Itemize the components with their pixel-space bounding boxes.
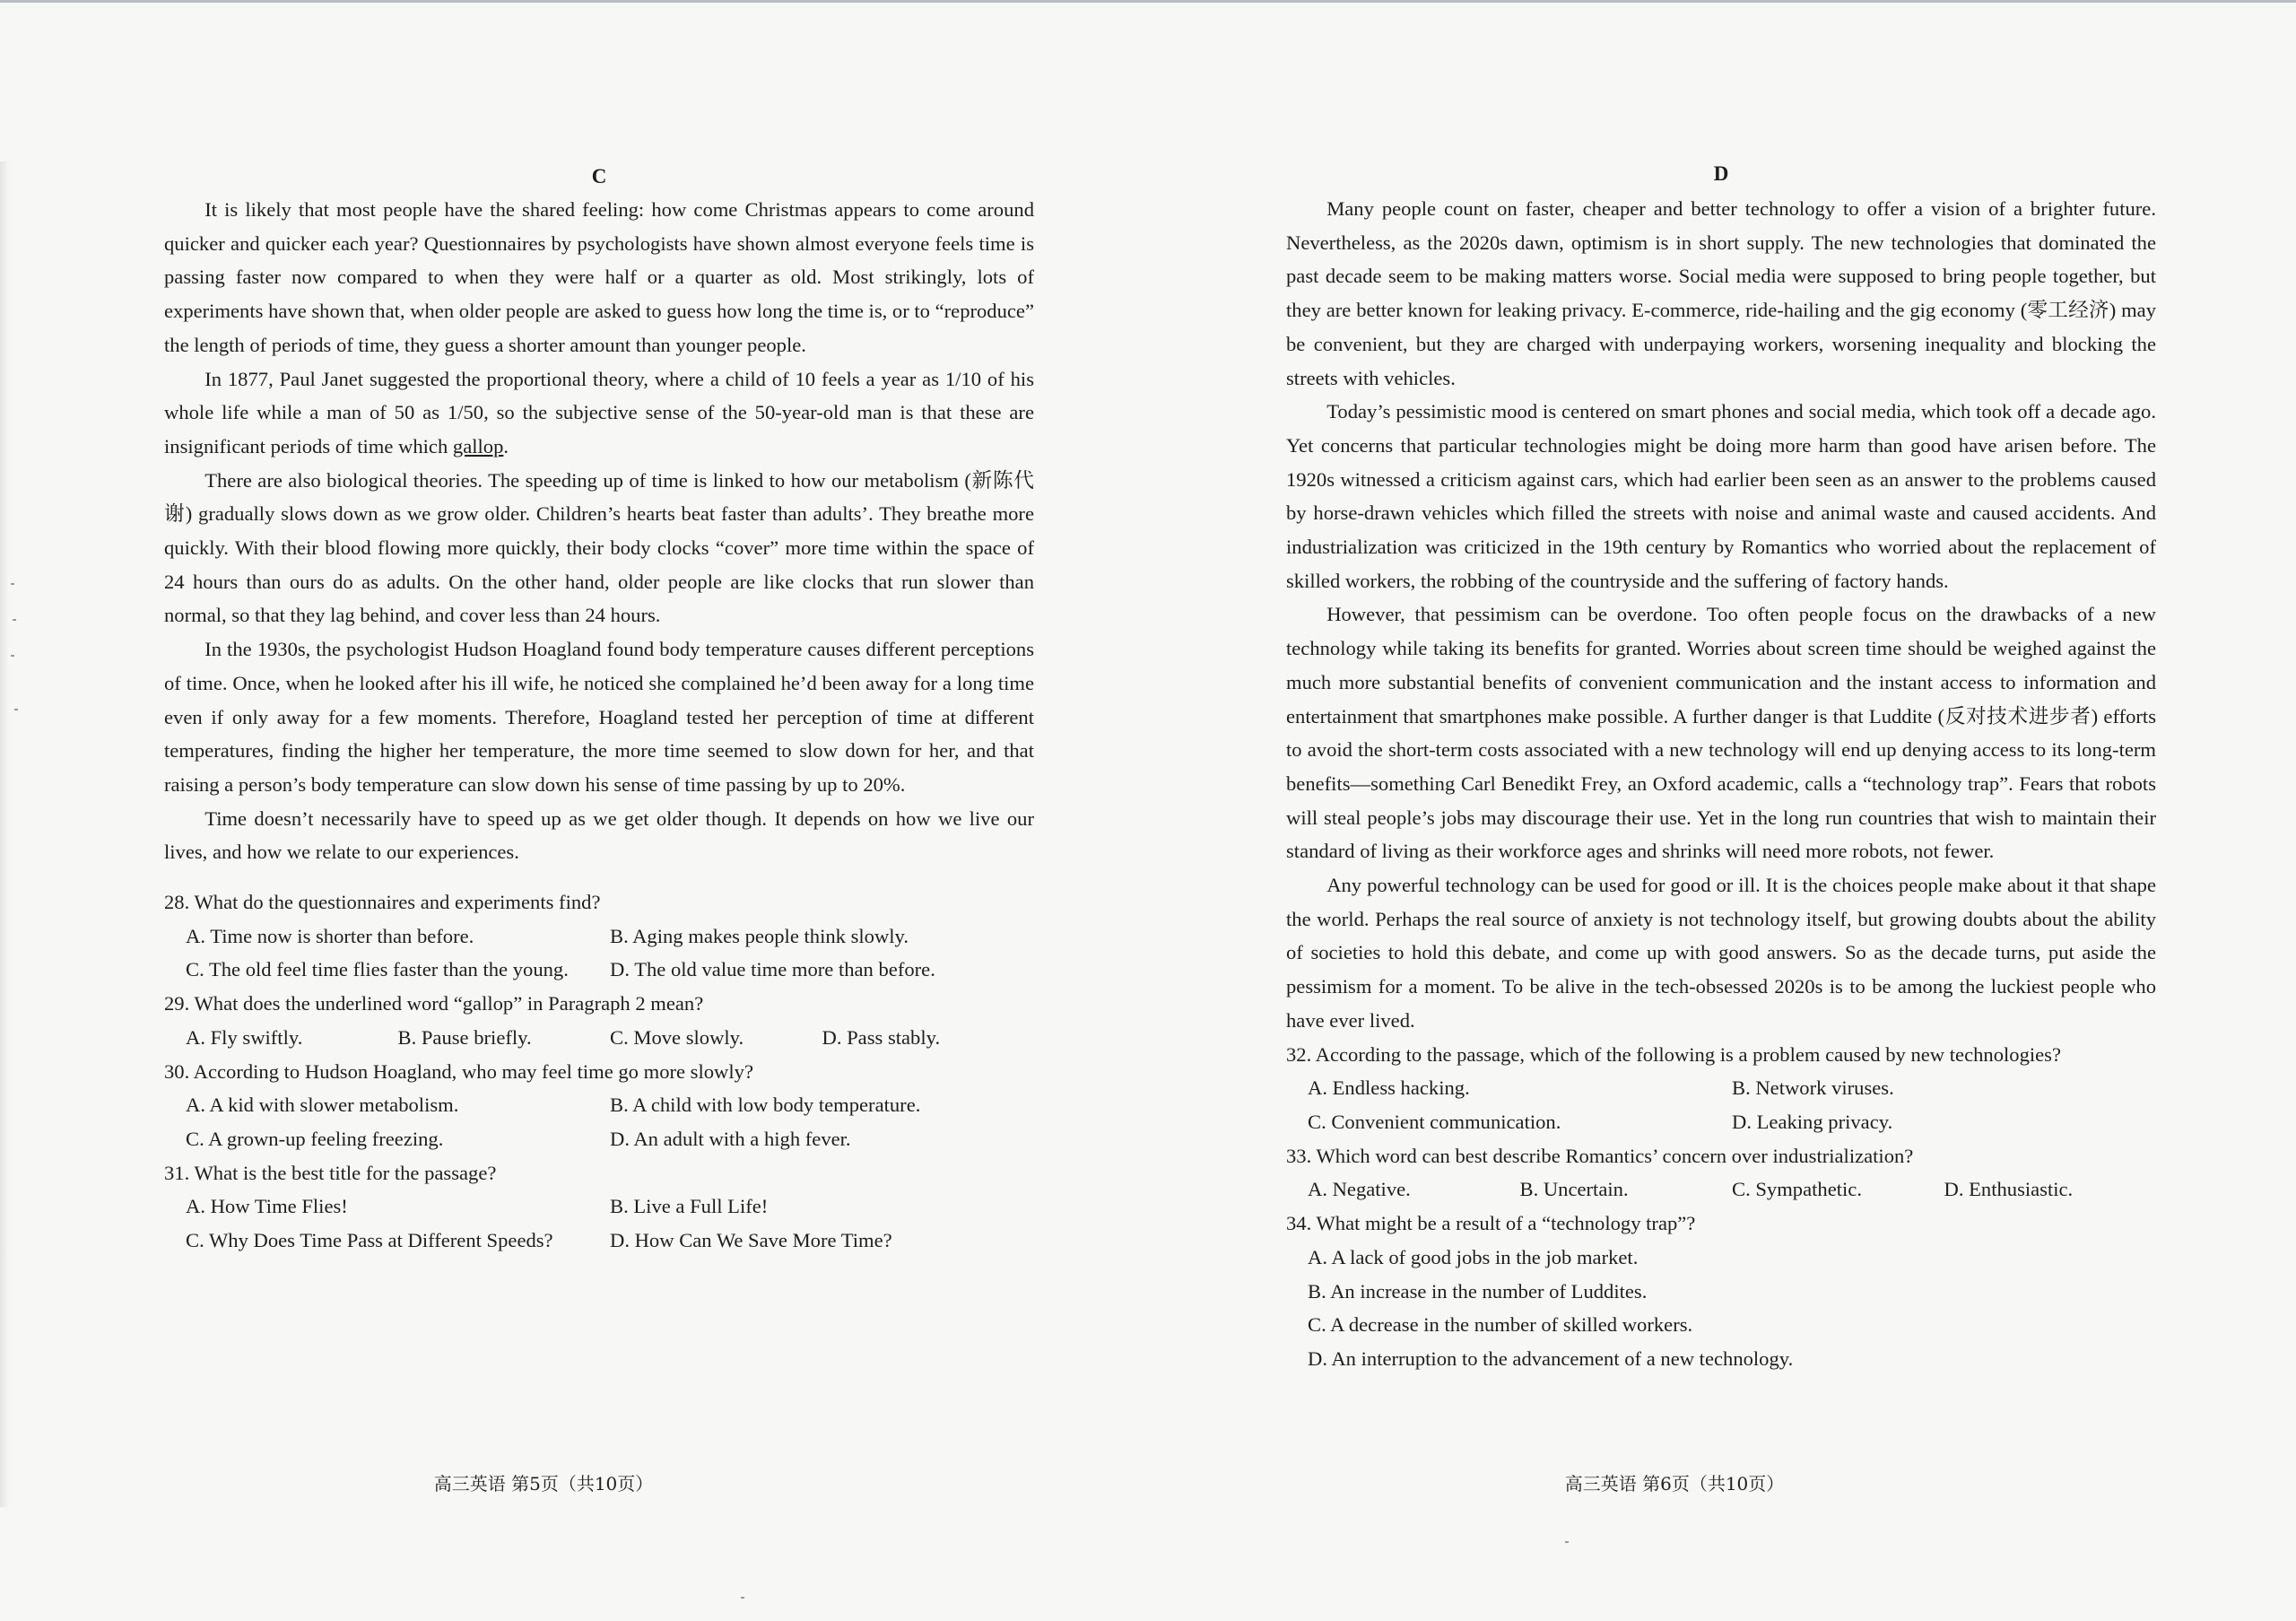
answer-option: B. Pause briefly. [397, 1025, 532, 1049]
answer-option: B. Live a Full Life! [610, 1195, 769, 1218]
answer-option: C. The old feel time flies faster than the young. [186, 958, 569, 981]
option-row [164, 919, 1034, 954]
option-row [164, 1122, 1034, 1156]
answer-option: C. A decrease in the number of skilled workers. [1308, 1313, 1693, 1337]
answer-option: D. Pass stably. [822, 1025, 941, 1049]
section-c-heading: C [591, 165, 607, 187]
page-5-column [164, 160, 1034, 1258]
underlined-word-gallop: gallop [452, 434, 504, 458]
scan-speck [14, 709, 18, 710]
question-stem: 28. What do the questionnaires and experiments find? [164, 891, 601, 914]
passage-d-paragraph-1: Many people count on faster, cheaper and better technology to offer a vision of a brighter future. Nevertheless, as the 2020s dawn, optimism is in short supply. The new technologies that dominated the past decade seem to be making matters worse. Social media were supposed to bring people together, but they are better known for leaking privacy. E-commerce, ride-hailing and the gig economy (零工经济) may be convenient, but they are charged with underpaying workers, worsening inequality and blocking the streets with vehicles. [1286, 197, 2156, 389]
answer-option: A. Endless hacking. [1308, 1076, 1470, 1100]
option-row [164, 1088, 1034, 1122]
question-stem: 31. What is the best title for the passage? [164, 1161, 497, 1184]
option-row [1286, 1172, 2156, 1207]
answer-option: C. Why Does Time Pass at Different Speeds? [186, 1229, 553, 1252]
answer-option: A. A lack of good jobs in the job market. [1308, 1245, 1639, 1268]
scan-speck [13, 619, 16, 621]
passage-d-paragraph-2: Today’s pessimistic mood is centered on smart phones and social media, which took off a decade ago. Yet concerns that particular technologies might be doing more harm than good have arisen before. The 1920s witnessed a criticism against cars, which had earlier been seen as an answer to the problems caused by horse-drawn vehicles which filled the streets with noise and animal waste and caused accidents. And industrialization was criticized in the 19th century by Romantics who worried about the replacement of skilled workers, the robbing of the countryside and the suffering of factory hands. [1286, 400, 2156, 592]
answer-option: B. An increase in the number of Luddites. [1308, 1279, 1648, 1303]
answer-option: C. Move slowly. [610, 1025, 744, 1049]
answer-option: A. Time now is shorter than before. [186, 924, 474, 947]
option-row [1286, 1071, 2156, 1105]
answer-option: B. Uncertain. [1519, 1178, 1629, 1201]
answer-option: D. An interruption to the advancement of a new technology. [1308, 1346, 1794, 1370]
questions-28-31 [164, 885, 1034, 1258]
answer-option: D. An adult with a high fever. [610, 1127, 851, 1150]
answer-option: B. A child with low body temperature. [610, 1094, 921, 1117]
scan-edge [0, 0, 2296, 3]
answer-option: C. Sympathetic. [1732, 1178, 1862, 1201]
answer-option: A. Negative. [1308, 1178, 1411, 1201]
questions-32-34 [1286, 1038, 2156, 1376]
option-row [164, 1224, 1034, 1258]
passage-d-paragraph-4: Any powerful technology can be used for good or ill. It is the choices people make about it that shape the world. Perhaps the real source of anxiety is not technology itself, but growing doubts about the ability of societies to hold this debate, and come up with good answers. So as the decade turns, put aside the pessimism for a moment. To be alive in the tech-obsessed 2020s is to be among the luckiest people who have ever lived. [1286, 874, 2156, 1032]
question-stem: 34. What might be a result of a “technology trap”? [1286, 1212, 1696, 1235]
option-row [1286, 1105, 2156, 1139]
scan-shadow [0, 161, 9, 1507]
scan-speck [11, 655, 14, 657]
answer-option: D. The old value time more than before. [610, 958, 935, 981]
passage-c-paragraph-2: In 1877, Paul Janet suggested the proportional theory, where a child of 10 feels a year as 1/10 of his whole life while a man of 50 as 1/50, so the subjective sense of the 50-year-old man is that these are insignificant periods of time which gallop. [164, 367, 1034, 458]
page-5-footer: 高三英语 第5页（共10页） [433, 1473, 654, 1495]
answer-option: C. A grown-up feeling freezing. [186, 1127, 444, 1150]
question-stem: 33. Which word can best describe Romantics’ concern over industrialization? [1286, 1144, 1914, 1167]
page-6-column [1286, 160, 2156, 1376]
answer-option: B. Aging makes people think slowly. [610, 924, 909, 947]
question-stem: 32. According to the passage, which of the following is a problem caused by new technologies? [1286, 1042, 2061, 1066]
passage-c-paragraph-4: In the 1930s, the psychologist Hudson Hoagland found body temperature causes different perceptions of time. Once, when he looked after his ill wife, he noticed she complained he’d been away for a long time even if only away for a few moments. Therefore, Hoagland tested her perception of time at different temperatures, finding the higher her temperature, the more time seemed to slow down for her, and that raising a person’s body temperature can slow down his sense of time passing by up to 20%. [164, 638, 1034, 796]
answer-option: C. Convenient communication. [1308, 1110, 1561, 1133]
question-stem: 30. According to Hudson Hoagland, who may feel time go more slowly? [164, 1059, 753, 1083]
scan-speck [1565, 1541, 1569, 1543]
option-row [164, 953, 1034, 987]
section-d-heading: D [1713, 162, 1729, 185]
option-row [1286, 1308, 2156, 1342]
question-stem: 29. What does the underlined word “gallop” in Paragraph 2 mean? [164, 992, 704, 1015]
answer-option: A. How Time Flies! [186, 1195, 348, 1218]
option-row [164, 1021, 1034, 1055]
passage-c-paragraph-3: There are also biological theories. The speeding up of time is linked to how our metabolism (新陈代谢) gradually slows down as we grow older. Children’s hearts beat faster than adults’. They breathe more quickly. With their blood flowing more quickly, their body clocks “cover” more time within the space of 24 hours than ours do as adults. On the other hand, older people are like clocks that run slower than normal, so that they lag behind, and cover less than 24 hours. [164, 468, 1034, 627]
option-row [1286, 1241, 2156, 1275]
passage-d-paragraph-3: However, that pessimism can be overdone. Too often people focus on the drawbacks of a new technology while taking its benefits for granted. Worries about screen time should be weighed against the much more substantial benefits of convenient communication and the instant access to information and entertainment that smartphones make possible. A further danger is that Luddite (反对技术进步者) efforts to avoid the short-term costs associated with a new technology will end up denying access to its long-term benefits—something Carl Benedikt Frey, an Oxford academic, calls a “technology trap”. Fears that robots will steal people’s jobs may discourage their use. Yet in the long run countries that wish to maintain their standard of living as their workforce ages and shrinks will need more robots, not fewer. [1286, 603, 2156, 863]
option-row [1286, 1342, 2156, 1376]
answer-option: B. Network viruses. [1732, 1076, 1894, 1100]
answer-option: D. Leaking privacy. [1732, 1110, 1893, 1133]
answer-option: A. A kid with slower metabolism. [186, 1094, 459, 1117]
answer-option: D. Enthusiastic. [1944, 1178, 2074, 1201]
answer-option: D. How Can We Save More Time? [610, 1229, 892, 1252]
scan-speck [741, 1597, 744, 1599]
passage-c-paragraph-5: Time doesn’t necessarily have to speed up as we get older though. It depends on how we live our lives, and how we relate to our experiences. [164, 806, 1034, 864]
answer-option: A. Fly swiftly. [186, 1025, 303, 1049]
scan-speck [11, 583, 14, 585]
page-6-footer: 高三英语 第6页（共10页） [1564, 1473, 1785, 1495]
option-row [164, 1190, 1034, 1224]
passage-c-paragraph-1: It is likely that most people have the shared feeling: how come Christmas appears to come around quicker and quicker each year? Questionnaires by psychologists have shown almost everyone feels time is passing faster now compared to when they were half or a quarter as old. Most strikingly, lots of experiments have shown that, when older people are asked to guess how long the time is, or to “reproduce” the length of periods of time, they guess a shorter amount than younger people. [164, 198, 1034, 356]
option-row [1286, 1275, 2156, 1309]
